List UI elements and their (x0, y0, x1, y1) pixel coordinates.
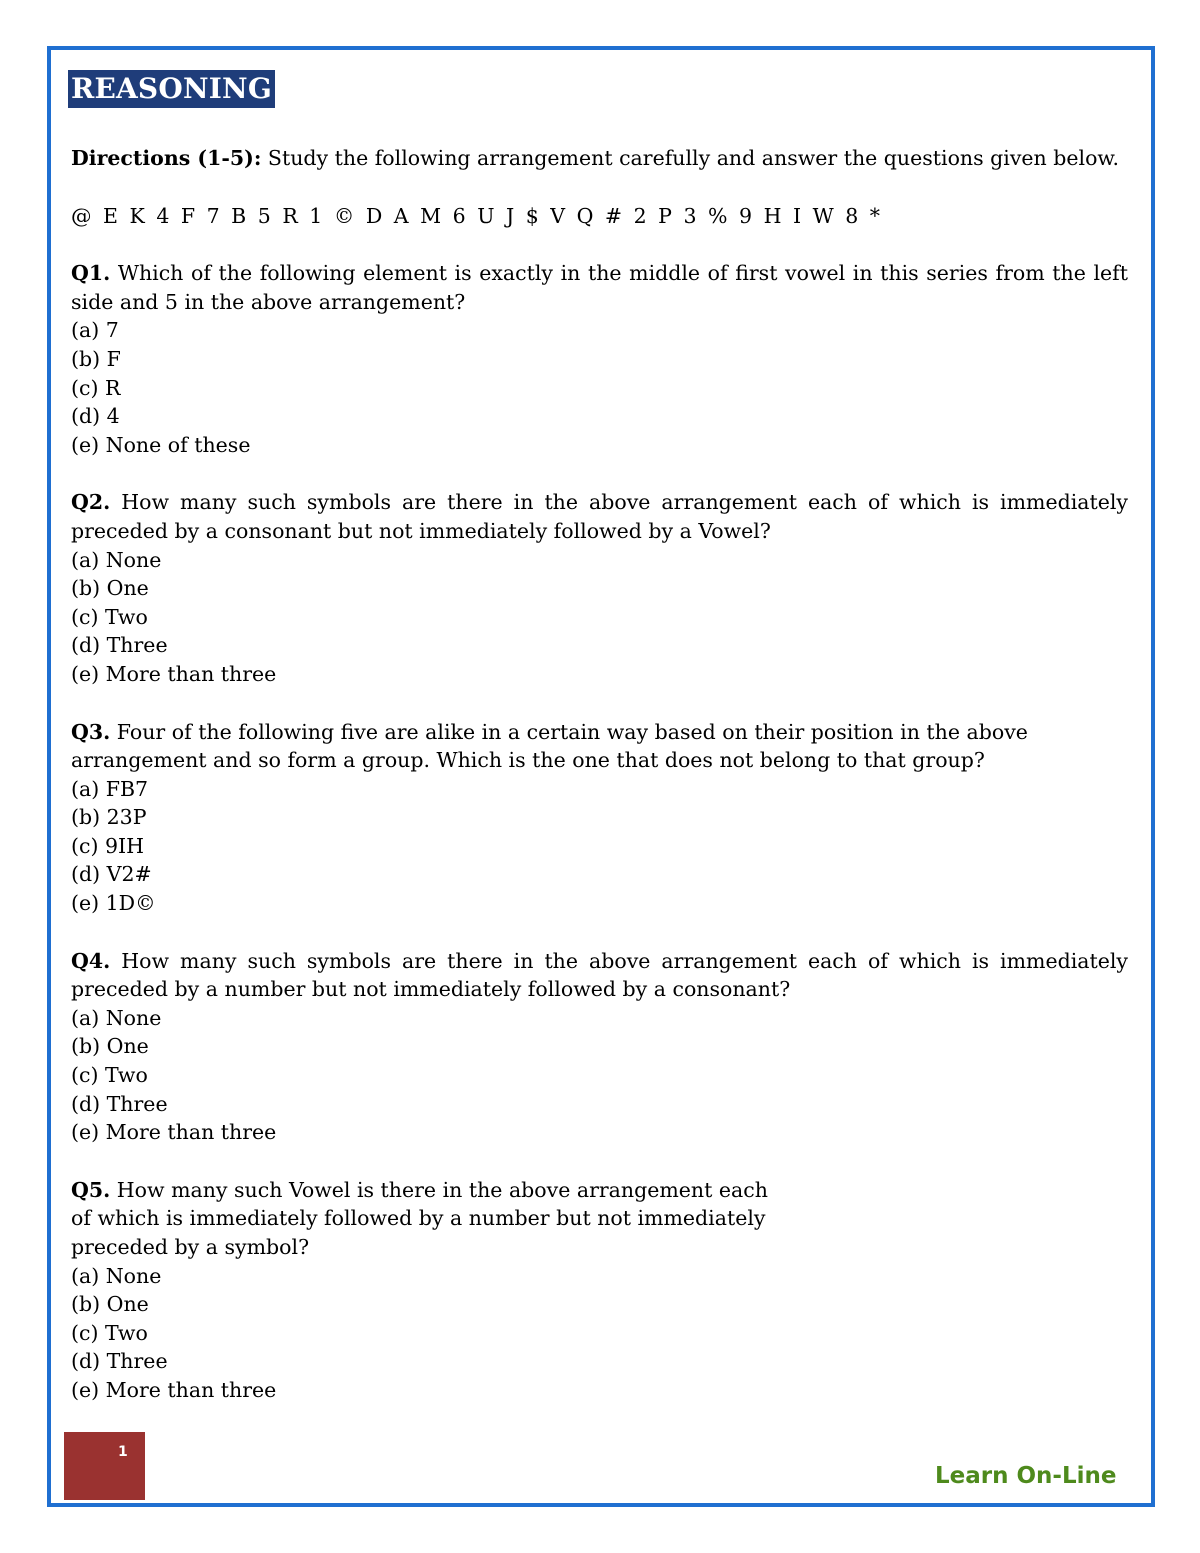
question-text: Four of the following five are alike in a certain way based on their position in the above arrangement and so form a group. Which is the one that does not belong to that group? (71, 719, 1028, 773)
option: (b) One (71, 1292, 149, 1317)
option: (e) 1D© (71, 891, 156, 916)
option: (c) R (71, 375, 121, 400)
section-heading: REASONING (68, 70, 275, 108)
option: (c) Two (71, 604, 148, 629)
arrangement-series: @ E K 4 F 7 B 5 R 1 © D A M 6 U J $ V Q # 2 P 3 % 9 H I W 8 * (71, 203, 883, 228)
option: (d) V2# (71, 862, 152, 887)
question-number: Q1. (71, 261, 111, 286)
option: (c) 9IH (71, 833, 145, 858)
option: (a) 7 (71, 318, 119, 343)
question-text: How many such symbols are there in the above arrangement each of which is immediately preceded by a number but not immediately followed by a consonant? (71, 948, 1128, 1002)
question-number: Q2. (71, 490, 111, 515)
question-text-line: preceded by a symbol? (71, 1235, 310, 1259)
brand-logo-text: Learn On-Line (935, 1463, 1117, 1489)
question-text-line: How many such Vowel is there in the above arrangement each (110, 1177, 768, 1202)
worksheet-content (71, 144, 1128, 1434)
option: (d) 4 (71, 404, 120, 429)
option: (d) Three (71, 1349, 168, 1374)
option: (d) Three (71, 1091, 168, 1116)
question-number: Q4. (71, 948, 111, 973)
option: (a) None (71, 547, 162, 572)
question-2 (71, 488, 1128, 688)
option: (e) None of these (71, 432, 251, 457)
question-text-line: of which is immediately followed by a number but not immediately (71, 1206, 766, 1231)
option: (e) More than three (71, 661, 277, 686)
option: (b) One (71, 576, 149, 601)
option: (e) More than three (71, 1377, 277, 1402)
directions (71, 144, 1128, 173)
option: (c) Two (71, 1320, 148, 1345)
directions-text: Study the following arrangement carefully and answer the questions given below. (261, 146, 1120, 170)
option: (a) None (71, 1005, 162, 1030)
page-number: 1 (118, 1444, 128, 1460)
question-4 (71, 947, 1128, 1147)
option: (b) 23P (71, 805, 147, 830)
option: (a) FB7 (71, 776, 149, 801)
question-number: Q3. (71, 719, 111, 744)
question-3 (71, 718, 1128, 918)
option: (e) More than three (71, 1120, 277, 1145)
question-text: How many such symbols are there in the above arrangement each of which is immediately preceded by a consonant but not immediately followed by a Vowel? (71, 490, 1128, 543)
page-number-box (64, 1432, 145, 1500)
option: (b) One (71, 1034, 149, 1059)
question-1 (71, 259, 1128, 459)
directions-label: Directions (1-5): (71, 146, 262, 170)
option: (b) F (71, 346, 121, 371)
question-number: Q5. (71, 1177, 111, 1202)
question-5 (71, 1176, 1128, 1405)
question-text: Which of the following element is exactly in the middle of first vowel in this series from the left side and 5 in the above arrangement? (71, 261, 1128, 314)
option: (d) Three (71, 633, 168, 658)
option: (a) None (71, 1263, 162, 1288)
option: (c) Two (71, 1063, 148, 1088)
